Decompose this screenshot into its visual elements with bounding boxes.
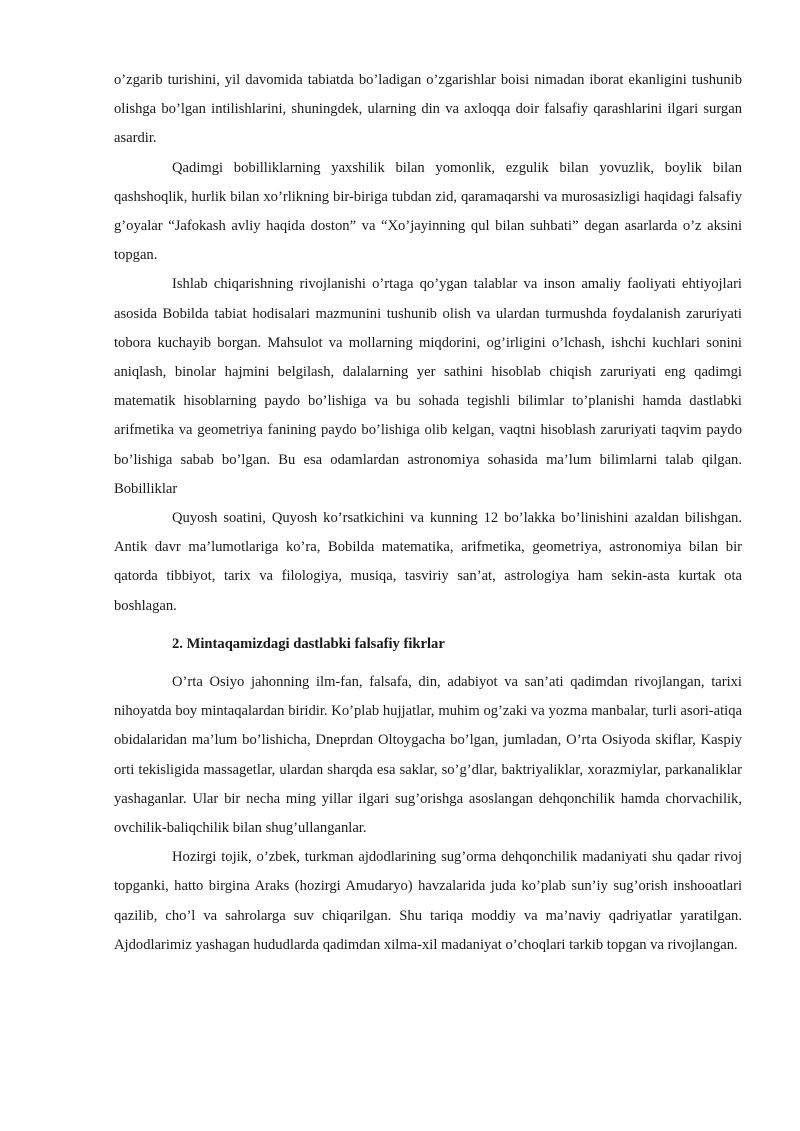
paragraph-irrigation: Hozirgi tojik, o’zbek, turkman ajdodlarining sug’orma dehqonchilik madaniyati shu qadar rivoj topganki, hatto birgina Araks (hozirgi Amudaryo) havzalarida juda ko’plab sun’iy sug’orish inshooatlari qazilib, cho’l va sahrolarga suv chiqarilgan. Shu tariqa moddiy va ma’naviy qadriyatlar yaratilgan. Ajdodlarimiz yashagan hududlarda qadimdan xilma-xil madaniyat o’choqlari tarkib topgan va rivojlangan. [114, 849, 742, 953]
paragraph-babylon-science: Ishlab chiqarishning rivojlanishi o’rtaga qo’ygan talablar va inson amaliy faoliyati ehtiyojlari asosida Bobilda tabiat hodisalari mazmunini tushunib olish va ulardan turmushda foydalanish zaruriyati tobora kuchayib borgan. Mahsulot va mollarning miqdorini, og’irligini o’lchash, ishchi kuchlari sonini aniqlash, binolar hajmini belgilash, dalalarning yer sathini hisoblab chiqish zaruriyati eng qadimgi matematik hisoblarning paydo bo’lishiga va bu sohada tegishli bilimlar to’planishi hamda dastlabki arifmetika va geometriya fanining paydo bo’lishiga olib kelgan, vaqtni hisoblash zaruriyati taqvim paydo bo’lishiga sabab bo’lgan. Bu esa odamlardan astronomiya sohasida ma’lum bilimlarni talab qilgan. Bobilliklar [114, 276, 742, 497]
paragraph-babylon-philosophy: Qadimgi bobilliklarning yaxshilik bilan yomonlik, ezgulik bilan yovuzlik, boylik bilan qashshoqlik, hurlik bilan xo’rlikning bir-biriga tubdan zid, qaramaqarshi va murosasizligi haqidagi falsafiy g’oyalar “Jafokash avliy haqida doston” va “Xo’jayinning qul bilan suhbati” degan asarlarda o’z aksini topgan. [114, 159, 742, 264]
document-page [114, 66, 742, 960]
paragraph-babylon-astronomy: Quyosh soatini, Quyosh ko’rsatkichini va kunning 12 bo’lakka bo’linishini azaldan bilishgan. Antik davr ma’lumotlariga ko’ra, Bobilda matematika, arifmetika, geometriya, astronomiya bilan bir qatorda tibbiyot, tarix va filologiya, musiqa, tasviriy san’at, astrologiya ham sekin-asta kurtak ota boshlagan. [114, 510, 742, 614]
paragraph-central-asia: O’rta Osiyo jahonning ilm-fan, falsafa, din, adabiyot va san’ati qadimdan rivojlangan, tarixi nihoyatda boy mintaqalardan biridir. Ko’plab hujjatlar, muhim og’zaki va yozma manbalar, turli asori-atiqa obidalaridan ma’lum bo’lishicha, Dneprdan Oltoygacha bo’lgan, jumladan, O’rta Osiyoda skiflar, Kaspiy orti tekisligida massagetlar, ulardan sharqda esa saklar, so’g’dlar, baktriyaliklar, xorazmiylar, parkanaliklar yashaganlar. Ular bir necha ming yillar ilgari sug’orishga asoslangan dehqonchilik hamda chorvachilik, ovchilik-baliqchilik bilan shug’ullanganlar. [114, 674, 742, 837]
paragraph-continuation: o’zgarib turishini, yil davomida tabiatda bo’ladigan o’zgarishlar boisi nimadan iborat ekanligini tushunib olishga bo’lgan intilishlarini, shuningdek, ularning din va axloqqa doir falsafiy qarashlarini ilgari surgan asardir. [114, 72, 742, 147]
section-heading: 2. Mintaqamizdagi dastlabki falsafiy fikrlar [172, 635, 445, 652]
